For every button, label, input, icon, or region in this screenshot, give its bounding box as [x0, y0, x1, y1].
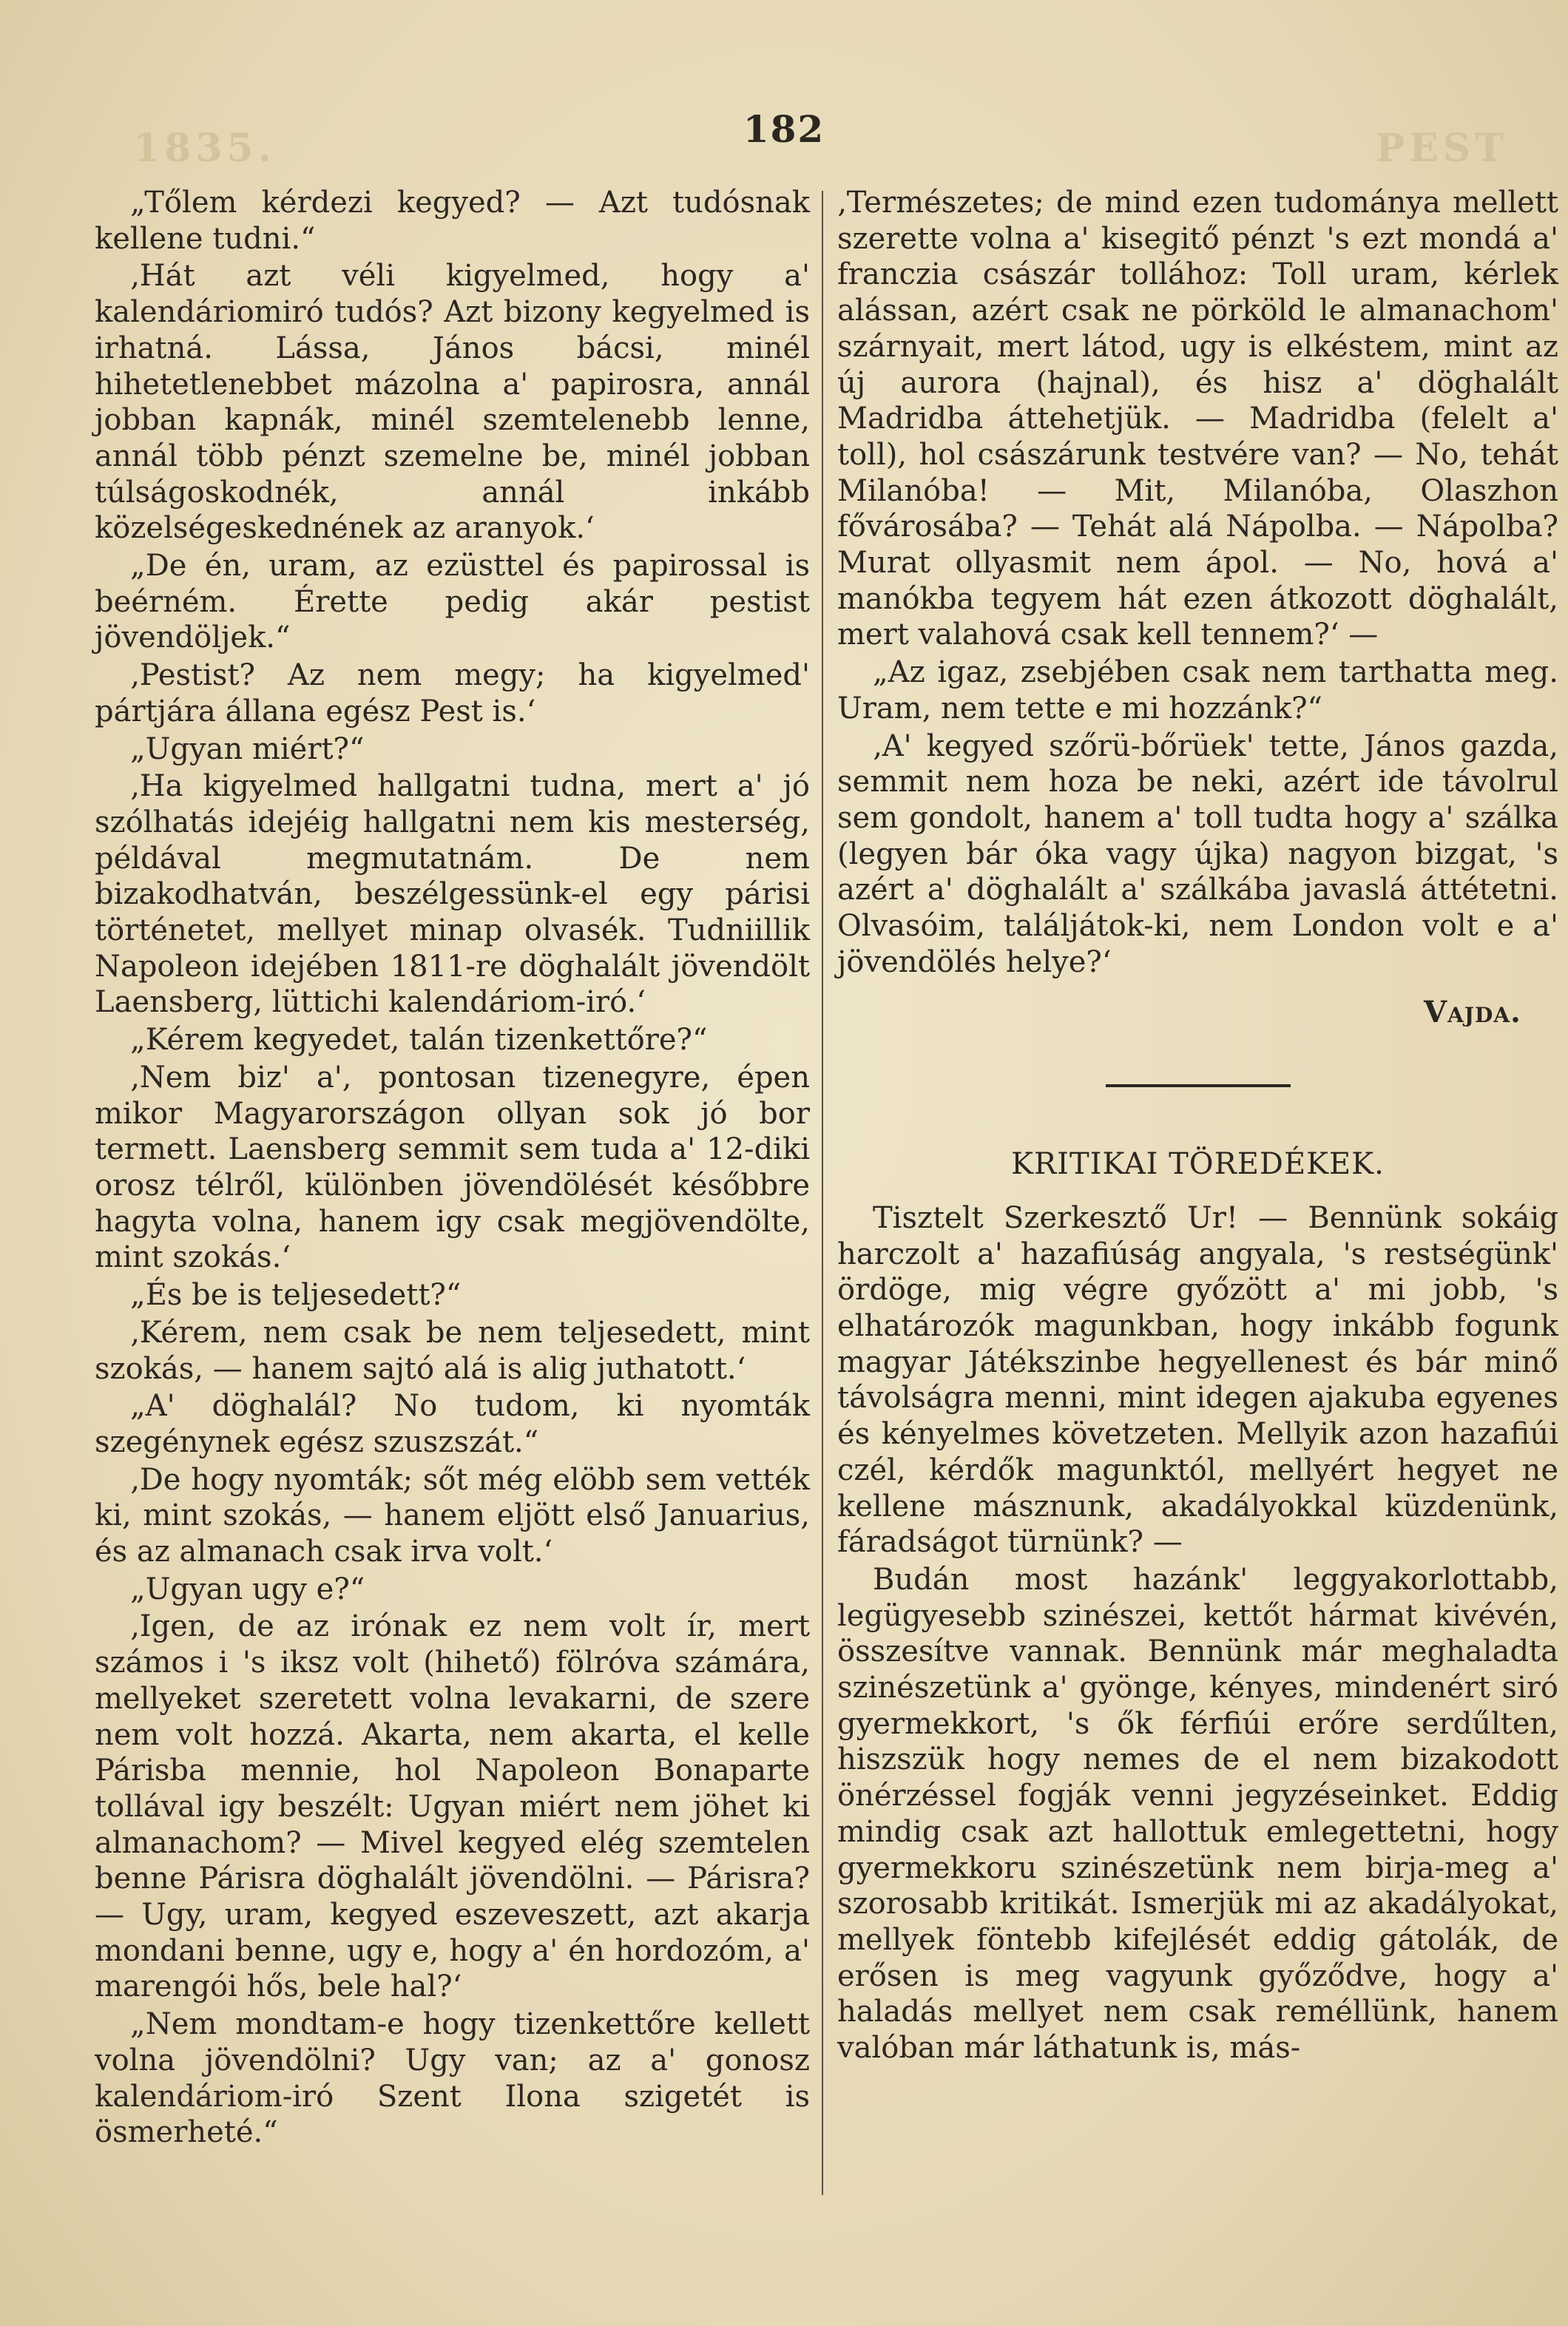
paragraph: „De én, uram, az ezüsttel és papirossal is beérném. Érette pedig akár pestist jövendöljek.“ [95, 549, 810, 655]
paragraph: „Tőlem kérdezi kegyed? — Azt tudósnak kellene tudni.“ [95, 186, 810, 256]
paragraph: „Kérem kegyedet, talán tizenkettőre?“ [130, 1023, 708, 1058]
bleed-through-header-right: PEST [1376, 126, 1508, 171]
bleed-through-header-left: 1835. [133, 126, 276, 171]
paragraph: ‚Pestist? Az nem megy; ha kigyelmed' pártjára állana egész Pest is.‘ [95, 658, 810, 728]
paragraph: „Az igaz, zsebjében csak nem tarthatta meg. Uram, nem tette e mi hozzánk?“ [837, 655, 1558, 726]
page-number: 182 [743, 107, 825, 151]
right-column [837, 185, 1558, 2068]
paragraph: ‚Hát azt véli kigyelmed, hogy a' kalendáriomiró tudós? Azt bizony kegyelmed is irhatná. Lássa, János bácsi, minél hihetetlenebbet mázolna a' papirosra, annál jobban kapnák, minél szemtelenebb lenne, annál több pénzt szemelne be, minél jobban túlságoskodnék, annál inkább közelségeskednének az aranyok.‘ [95, 259, 810, 546]
paragraph: ‚Ha kigyelmed hallgatni tudna, mert a' jó szólhatás idejéig hallgatni nem kis mesterség, példával megmutatnám. De nem bizakodhatván, beszélgessünk-el egy párisi történetet, mellyet minap olvasék. Tudniillik Napoleon idejében 1811-re döghalált jövendölt Laensberg, lüttichi kalendáriom-iró.‘ [95, 769, 810, 1020]
paragraph: „Ugyan miért?“ [130, 731, 365, 766]
column-divider [822, 191, 823, 2195]
paragraph: ‚Kérem, nem csak be nem teljesedett, mint szokás, — hanem sajtó alá is alig juthatott.‘ [95, 1315, 810, 1386]
paragraph: Budán most hazánk' leggyakorlottabb, legügyesebb szinészei, kettőt hármat kivévén, összesítve vannak. Bennünk már meghaladta szinészetünk a' gyönge, kényes, mindenért siró gyermekkort, 's ők férfiúi erőre serdűlten, hiszszük hogy nemes de el nem bizakodott önérzéssel fogják venni jegyzéseinket. Eddig mindig csak azt hallottuk emlegettetni, hogy gyermekkoru szinészetünk nem birja-meg a' szorosabb kritikát. Ismerjük mi az akadályokat, mellyek föntebb kifejlését eddig gátolák, de erősen is meg vagyunk győződve, hogy a' haladás mellyet nem csak reméllünk, hanem valóban már láthatunk is, más- [837, 1562, 1558, 2066]
paragraph: „Ugyan ugy e?“ [130, 1572, 365, 1606]
paragraph: „A' döghalál? No tudom, ki nyomták szegénynek egész szuszszát.“ [95, 1389, 810, 1459]
author-signature: Vajda. [1424, 995, 1521, 1030]
paragraph: ‚De hogy nyomták; sőt még elöbb sem vették ki, mint szokás, — hanem eljött első Januarius, és az almanach csak irva volt.‘ [95, 1462, 810, 1569]
section-separator [1106, 1084, 1291, 1087]
paragraph: „És be is teljesedett?“ [130, 1278, 462, 1313]
paragraph: Tisztelt Szerkesztő Ur! — Bennünk sokáig harczolt a' hazafiúság angyala, 's restségünk' ördöge, mig végre győzött a' mi jobb, 's elhatározók magunkban, hogy inkább fogunk magyar Játékszinbe hegyellenest és bár minő távolságra menni, mint idegen ajakuba egyenes és kényelmes követzeten. Mellyik azon hazafiúi czél, kérdők magunktól, mellyért hegyet ne kellene másznunk, akadályokkal küzdenünk, fáradságot türnünk? — [837, 1200, 1558, 1560]
left-column [95, 185, 810, 2152]
paragraph: ‚Nem biz' a', pontosan tizenegyre, épen mikor Magyarországon ollyan sok jó bor termett. Laensberg semmit sem tuda a' 12-diki orosz télről, különben jövendölését későbbre hagyta volna, hanem igy csak megjövendölte, mint szokás.‘ [95, 1060, 810, 1275]
paragraph-continuation: ‚Természetes; de mind ezen tudománya mellett szerette volna a' kisegitő pénzt 's ezt mondá a' franczia császár tollához: Toll uram, kérlek alássan, azért csak ne pörköld le almanachom' szárnyait, mert látod, ugy is elkéstem, mint az új aurora (hajnal), és hisz a' döghalált Madridba áttehetjük. — Madridba (felelt a' toll), hol császárunk testvére van? — No, tehát Milanóba! — Mit, Milanóba, Olaszhon fővárosába? — Tehát alá Nápolba. — Nápolba? Murat ollyasmit nem ápol. — No, hová a' manókba tegyem hát ezen átkozott döghalált, mert valahová csak kell tennem?‘ — [837, 186, 1558, 652]
paragraph: ‚Igen, de az irónak ez nem volt ír, mert számos i 's iksz volt (hihető) fölróva számára, mellyeket szeretett volna levakarni, de szere nem volt hozzá. Akarta, nem akarta, el kelle Párisba mennie, hol Napoleon Bonaparte tollával igy beszélt: Ugyan miért nem jöhet ki almanachom? — Mivel kegyed elég szemtelen benne Párisra döghalált jövendölni. — Párisra? — Ugy, uram, kegyed eszeveszett, azt akarja mondani benne, ugy e, hogy a' én hordozóm, a' marengói hős, bele hal?‘ [95, 1609, 810, 2004]
section-heading: KRITIKAI TÖREDÉKEK. [1011, 1147, 1385, 1182]
paragraph: ‚A' kegyed szőrü-bőrüek' tette, János gazda, semmit nem hoza be neki, azért ide távolrul sem gondolt, hanem a' toll tudta hogy a' szálka (legyen bár óka vagy újka) nagyon bizgat, 's azért a' döghalált a' szálkába javaslá áttétetni. Olvasóim, találjátok-ki, nem London volt e a' jövendölés helye?‘ [837, 728, 1558, 979]
paragraph: „Nem mondtam-e hogy tizenkettőre kellett volna jövendölni? Ugy van; az a' gonosz kalendáriom-iró Szent Ilona szigetét is ösmerheté.“ [95, 2007, 810, 2150]
